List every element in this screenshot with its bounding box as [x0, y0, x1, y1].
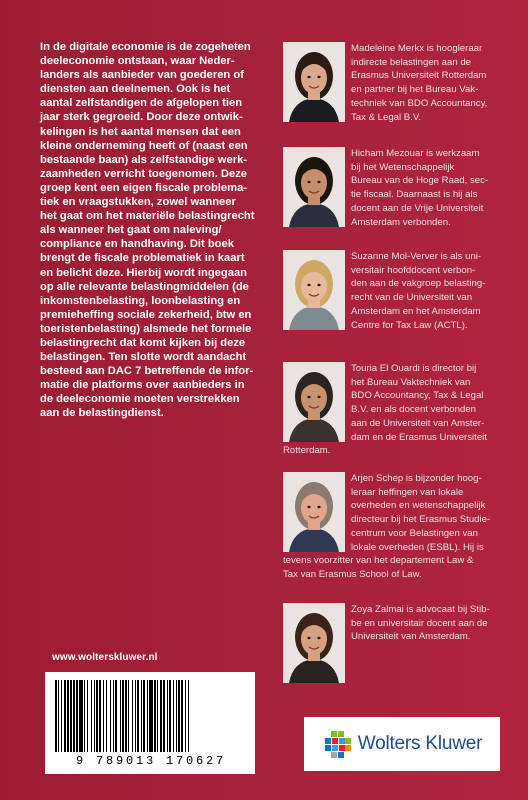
description-line: zaamheden verricht toegenomen. Deze	[40, 167, 248, 180]
description-line: als wanneer het gaat om naleving/	[40, 224, 222, 237]
author-bio-line: overheden en wetenschappelijk	[351, 500, 486, 512]
author-photo	[283, 42, 345, 122]
author-bio-line: indirecte belastingen aan de	[351, 56, 472, 68]
description-line: aan de belastingdienst.	[40, 407, 164, 420]
author-entry	[283, 250, 493, 332]
description-line: brengt de fiscale problematiek in kaart	[40, 252, 245, 265]
logo-tile	[339, 738, 345, 744]
author-bio-line: Arjen Schep is bijzonder hoog-	[351, 473, 482, 484]
description-line: tiek en vraagstukken, zowel wanneer	[40, 196, 236, 209]
author-bio-line: den aan de vakgroep belasting-	[351, 278, 486, 290]
description-line: bestaande baan) als zelfstandige werk-	[40, 153, 248, 166]
description-line: belastingrecht dat komt kijken bij deze	[40, 336, 246, 349]
logo-tile	[332, 738, 338, 744]
author-bio-line: be en universitair docent aan de	[351, 617, 488, 629]
description-line: toeristenbelasting) alsmede het formele	[40, 322, 252, 335]
logo-tile	[339, 745, 345, 751]
author-bio-line: Touria El Ouardi is director bij	[351, 363, 477, 374]
author-bio-line: en partner bij het Bureau Vak-	[351, 84, 479, 96]
description-line: landers als aanbieder van goederen of	[40, 69, 244, 82]
description-line: de deeleconomie moeten verstrekken	[40, 393, 240, 406]
description-line: matie die platforms over aanbieders in	[40, 379, 245, 392]
author-photo	[283, 250, 345, 330]
author-entry	[283, 362, 493, 458]
logo-tile	[325, 738, 331, 744]
author-bio-line: Madeleine Merkx is hoogleraar	[351, 43, 483, 54]
author-bio-line: Bureau van de Hoge Raad, sec-	[351, 175, 489, 187]
logo-tile	[331, 752, 337, 758]
author-bio-line: B.V. en als docent verbonden	[351, 404, 476, 416]
author-bio-line: Suzanne Mol-Verver is als uni-	[351, 251, 482, 262]
barcode-bars	[55, 680, 245, 752]
author-bio-line: Zoya Zalmai is advocaat bij Stib-	[351, 604, 490, 615]
back-cover-description	[40, 40, 272, 421]
description-line: premieheffing sociale zekerheid, btw en	[40, 308, 252, 321]
author-bio-line: BDO Accountancy, Tax & Legal	[351, 390, 484, 402]
author-entry	[283, 42, 493, 124]
description-line: In de digitale economie is de zogeheten	[40, 41, 251, 53]
author-photo	[283, 603, 345, 683]
logo-tile	[331, 731, 337, 737]
description-line: diensten aan deelnemen. Ook is het	[40, 83, 231, 96]
author-bio-line: tevens voorzitter van het departement Law &	[283, 555, 474, 567]
author-photo	[283, 362, 345, 442]
author-bio-line: tie fiscaal. Daarnaast is hij als	[351, 189, 478, 201]
author-entry	[283, 603, 493, 644]
author-bio-line: recht van de Universiteit van	[351, 292, 473, 304]
author-bio-line: docent aan de Vrije Universiteit	[351, 202, 484, 214]
author-bio-line: dam en de Erasmus Universiteit	[351, 431, 487, 443]
description-line: jaar sterk gegroeid. Door deze ontwik-	[40, 111, 243, 124]
author-bio-line: Tax & Legal B.V.	[351, 111, 422, 123]
logo-tile	[338, 731, 344, 737]
author-photo	[283, 472, 345, 552]
author-bio-line: Hicham Mezouar is werkzaam	[351, 148, 480, 159]
author-bio-line: directeur bij het Erasmus Studie-	[351, 514, 491, 526]
author-bio-line: leraar heffingen van lokale	[351, 486, 464, 498]
author-bio-line: Tax van Erasmus School of Law.	[283, 568, 422, 580]
description-line: besteed aan DAC 7 betreffende de infor-	[40, 365, 254, 378]
description-line: inkomstenbelasting, loonbelasting en	[40, 294, 241, 307]
logo-tile	[325, 745, 331, 751]
isbn-barcode	[45, 672, 255, 774]
description-line: op alle relevante belastingmiddelen (de	[40, 280, 249, 293]
author-bio-line: versitair hoofddocent verbon-	[351, 264, 476, 276]
author-bio-line: het Bureau Vaktechniek van	[351, 376, 471, 388]
description-line: aantal zelfstandigen de afgelopen tien	[40, 97, 243, 110]
description-line: het gaat om het materiële belastingrecht	[40, 210, 255, 223]
author-bio-line: Erasmus Universiteit Rotterdam	[351, 70, 487, 82]
publisher-logo	[304, 717, 500, 771]
description-line: belastingen. Ten slotte wordt aandacht	[40, 351, 247, 364]
logo-tile	[345, 745, 351, 751]
description-line: kelingen is het aantal mensen dat een	[40, 125, 241, 138]
author-bio-line: techniek van BDO Accountancy,	[351, 97, 488, 109]
barcode-bar	[189, 680, 191, 752]
description-line: groep kent een eigen fiscale problema-	[40, 181, 248, 194]
wolters-kluwer-logo-icon	[322, 729, 352, 759]
website-url[interactable]: www.wolterskluwer.nl	[52, 652, 158, 663]
author-bio-line: Centre for Tax Law (ACTL).	[351, 319, 468, 331]
author-entry	[283, 472, 493, 582]
description-line: compliance en handhaving. Dit boek	[40, 238, 234, 251]
description-line: en belicht deze. Hierbij wordt ingegaan	[40, 266, 248, 279]
author-entry	[283, 147, 493, 229]
author-bio-line: aan de Universiteit van Amster-	[351, 417, 485, 429]
author-bio-line: Amsterdam verbonden.	[351, 216, 451, 228]
author-bio-line: centrum voor Belastingen van	[351, 527, 478, 539]
author-bio-line: lokale overheden (ESBL). Hij is	[351, 541, 484, 553]
isbn-number: 9 789013 170627	[75, 754, 227, 768]
author-photo	[283, 147, 345, 227]
logo-tile	[332, 745, 338, 751]
description-line: kleine onderneming heeft of (naast een	[40, 139, 248, 152]
publisher-name: Wolters Kluwer	[357, 733, 483, 754]
description-line: deeleconomie ontstaan, waar Neder-	[40, 55, 235, 68]
author-bio-line: Rotterdam.	[283, 445, 331, 457]
author-bio-line: Universiteit van Amsterdam.	[351, 631, 471, 643]
logo-tile	[345, 738, 351, 744]
author-bio-line: Amsterdam en het Amsterdam	[351, 305, 481, 317]
logo-tile	[338, 752, 344, 758]
author-bio-line: bij het Wetenschappelijk	[351, 161, 455, 173]
